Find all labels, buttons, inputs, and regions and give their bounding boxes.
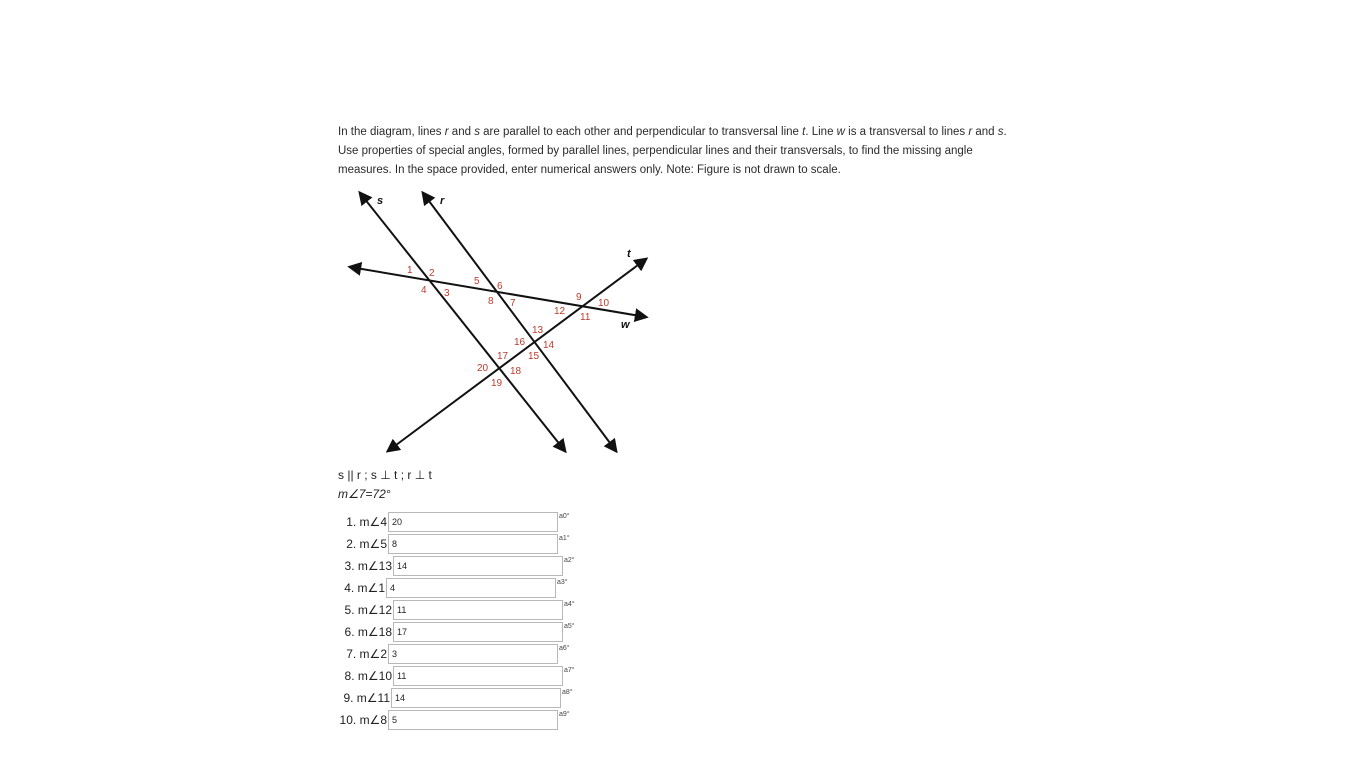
question-label: 7. m∠2 xyxy=(346,647,387,661)
line-label-s: s xyxy=(377,195,384,207)
answer-input-5[interactable] xyxy=(393,600,563,620)
question-row xyxy=(336,511,575,533)
question-label: 10. m∠8 xyxy=(339,713,387,727)
instr-part: are parallel to each other and perpendicular to transversal line xyxy=(479,126,803,138)
line-label-w: w xyxy=(621,319,630,331)
question-row xyxy=(336,687,575,709)
angle-label-18: 18 xyxy=(510,366,522,377)
geometry-diagram xyxy=(340,185,660,465)
angle-label-4: 4 xyxy=(421,285,427,296)
answer-unit: a6° xyxy=(559,645,570,652)
question-row xyxy=(336,577,575,599)
angle-label-1: 1 xyxy=(407,265,413,276)
answer-list xyxy=(336,511,575,731)
given-relations: s || r ; s ⊥ t ; r ⊥ t xyxy=(338,468,432,482)
angle-label-5: 5 xyxy=(474,276,480,287)
answer-unit: a8° xyxy=(562,689,573,696)
angle-label-11: 11 xyxy=(580,312,591,323)
question-label: 3. m∠13 xyxy=(344,559,392,573)
angle-label-19: 19 xyxy=(491,378,503,389)
instructions-paragraph xyxy=(338,123,1018,180)
angle-label-12: 12 xyxy=(554,306,566,317)
answer-unit: a0° xyxy=(559,513,570,520)
answer-unit: a1° xyxy=(559,535,570,542)
line-label-r: r xyxy=(440,195,445,207)
answer-unit: a4° xyxy=(564,601,575,608)
line-s xyxy=(360,193,565,451)
question-label: 8. m∠10 xyxy=(344,669,392,683)
question-label: 2. m∠5 xyxy=(346,537,387,551)
question-label: 5. m∠12 xyxy=(344,603,392,617)
answer-unit: a7° xyxy=(564,667,575,674)
instr-part: and xyxy=(972,126,998,138)
line-t-ref: t xyxy=(802,126,806,138)
question-row xyxy=(336,643,575,665)
angle-label-2: 2 xyxy=(429,268,435,279)
angle-label-7: 7 xyxy=(510,298,516,309)
question-row xyxy=(336,555,575,577)
line-s-ref: s xyxy=(997,126,1004,138)
answer-unit: a2° xyxy=(564,557,575,564)
answer-input-6[interactable] xyxy=(393,622,563,642)
instr-part: . Use properties of special angles, formed by parallel lines, perpendicular lines and their transversals, to find the missing angle measures. In the space provided, enter numerical answers only. Note: Figure is not drawn to scale. xyxy=(338,126,1007,176)
question-row xyxy=(336,709,575,731)
answer-input-8[interactable] xyxy=(393,666,563,686)
instr-part: . Line xyxy=(805,126,837,138)
angle-label-15: 15 xyxy=(528,351,540,362)
answer-unit: a3° xyxy=(557,579,568,586)
question-row xyxy=(336,533,575,555)
angle-label-16: 16 xyxy=(514,337,526,348)
line-r-ref: r xyxy=(968,126,973,138)
given-statements xyxy=(338,466,432,504)
question-row xyxy=(336,621,575,643)
angle-label-13: 13 xyxy=(532,325,544,336)
question-label: 6. m∠18 xyxy=(344,625,392,639)
answer-input-3[interactable] xyxy=(393,556,563,576)
line-w-ref: w xyxy=(836,126,845,138)
answer-input-9[interactable] xyxy=(391,688,561,708)
question-label: 1. m∠4 xyxy=(346,515,387,529)
answer-input-4[interactable] xyxy=(386,578,556,598)
line-r-ref: r xyxy=(444,126,449,138)
answer-unit: a9° xyxy=(559,711,570,718)
angle-label-14: 14 xyxy=(543,340,555,351)
line-s-ref: s xyxy=(474,126,480,138)
line-label-t: t xyxy=(627,248,631,260)
question-row xyxy=(336,665,575,687)
angle-label-9: 9 xyxy=(576,292,582,303)
instr-part: and xyxy=(448,126,475,138)
answer-input-2[interactable] xyxy=(388,534,558,554)
angle-label-17: 17 xyxy=(497,351,509,362)
line-t xyxy=(388,259,646,451)
question-label: 9. m∠11 xyxy=(343,691,390,705)
answer-input-1[interactable] xyxy=(388,512,558,532)
question-label: 4. m∠1 xyxy=(344,581,385,595)
angle-label-8: 8 xyxy=(488,296,494,307)
instr-part: is a transversal to lines xyxy=(844,126,969,138)
given-angle: m∠7=72° xyxy=(338,487,391,501)
answer-input-10[interactable] xyxy=(388,710,558,730)
angle-label-3: 3 xyxy=(444,288,450,299)
answer-input-7[interactable] xyxy=(388,644,558,664)
angle-label-6: 6 xyxy=(497,281,503,292)
angle-label-10: 10 xyxy=(598,298,610,309)
question-row xyxy=(336,599,575,621)
angle-label-20: 20 xyxy=(477,363,489,374)
answer-unit: a5° xyxy=(564,623,575,630)
instr-part: In the diagram, lines xyxy=(338,126,445,138)
